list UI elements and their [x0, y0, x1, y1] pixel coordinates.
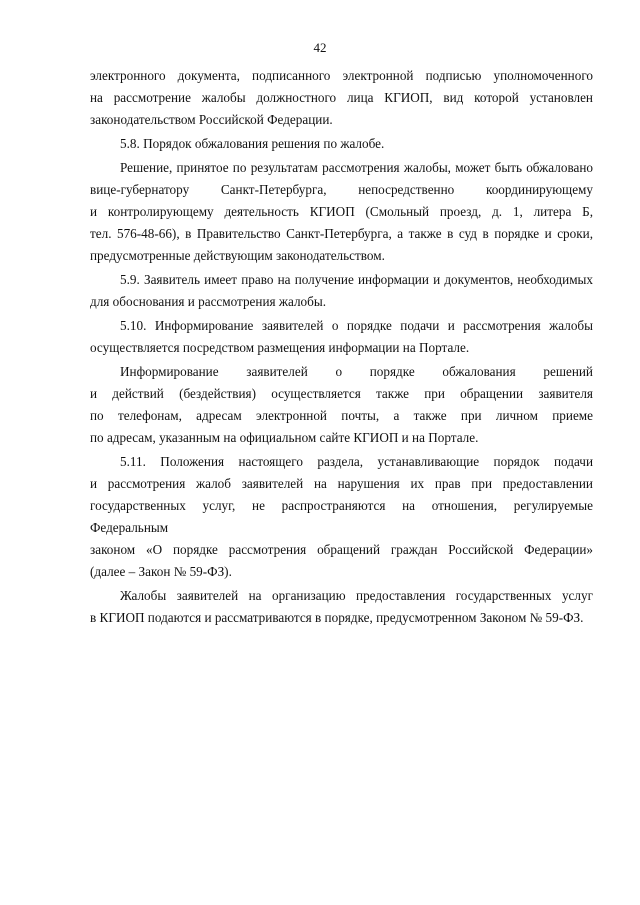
paragraph-5-8: [90, 133, 593, 155]
text-line: и контролирующему деятельность КГИОП (Смольный проезд, д. 1, литера Б,: [90, 204, 593, 219]
text-line: государственных услуг, не распространяются на отношения, регулируемые Федеральным: [90, 498, 593, 535]
text-line: 5.8. Порядок обжалования решения по жалобе.: [120, 136, 385, 151]
paragraph-decision-appeal: [90, 157, 593, 267]
text-line: 5.11. Положения настоящего раздела, устанавливающие порядок подачи: [120, 454, 593, 469]
text-line: для обоснования и рассмотрения жалобы.: [90, 294, 327, 309]
text-line: на рассмотрение жалобы должностного лица КГИОП, вид которой установлен: [90, 90, 593, 105]
paragraph-5-10: [90, 315, 593, 359]
text-line: тел. 576-48-66), в Правительство Санкт-Петербурга, а также в суд в порядке и сроки,: [90, 226, 593, 241]
text-line: и рассмотрения жалоб заявителей на нарушения их прав при предоставлении: [90, 476, 593, 491]
document-body: [90, 65, 593, 629]
text-line: (далее – Закон № 59-ФЗ).: [90, 564, 232, 579]
text-line: осуществляется посредством размещения информации на Портале.: [90, 340, 470, 355]
text-line: 5.9. Заявитель имеет право на получение информации и документов, необходимых: [120, 272, 593, 287]
text-line: Решение, принятое по результатам рассмотрения жалобы, может быть обжаловано: [120, 160, 593, 175]
paragraph-5-11: [90, 451, 593, 583]
text-line: в КГИОП подаются и рассматриваются в порядке, предусмотренном Законом № 59-ФЗ.: [90, 610, 584, 625]
text-line: предусмотренные действующим законодательством.: [90, 248, 385, 263]
page-number: 42: [313, 40, 327, 55]
text-line: по телефонам, адресам электронной почты, а также при личном приеме: [90, 408, 593, 423]
text-line: Информирование заявителей о порядке обжалования решений: [120, 364, 593, 379]
paragraph-informing: [90, 361, 593, 449]
text-line: законодательством Российской Федерации.: [90, 112, 333, 127]
paragraph-continuation: [90, 65, 593, 131]
paragraph-5-9: [90, 269, 593, 313]
text-line: Жалобы заявителей на организацию предоставления государственных услуг: [120, 588, 593, 603]
paragraph-complaints: [90, 585, 593, 629]
text-line: законом «О порядке рассмотрения обращений граждан Российской Федерации»: [90, 542, 593, 557]
text-line: 5.10. Информирование заявителей о порядке подачи и рассмотрения жалобы: [120, 318, 593, 333]
text-line: по адресам, указанным на официальном сайте КГИОП и на Портале.: [90, 430, 479, 445]
text-line: и действий (бездействия) осуществляется также при обращении заявителя: [90, 386, 593, 401]
text-line: вице-губернатору Санкт-Петербурга, непосредственно координирующему: [90, 182, 593, 197]
text-line: электронного документа, подписанного электронной подписью уполномоченного: [90, 68, 593, 83]
